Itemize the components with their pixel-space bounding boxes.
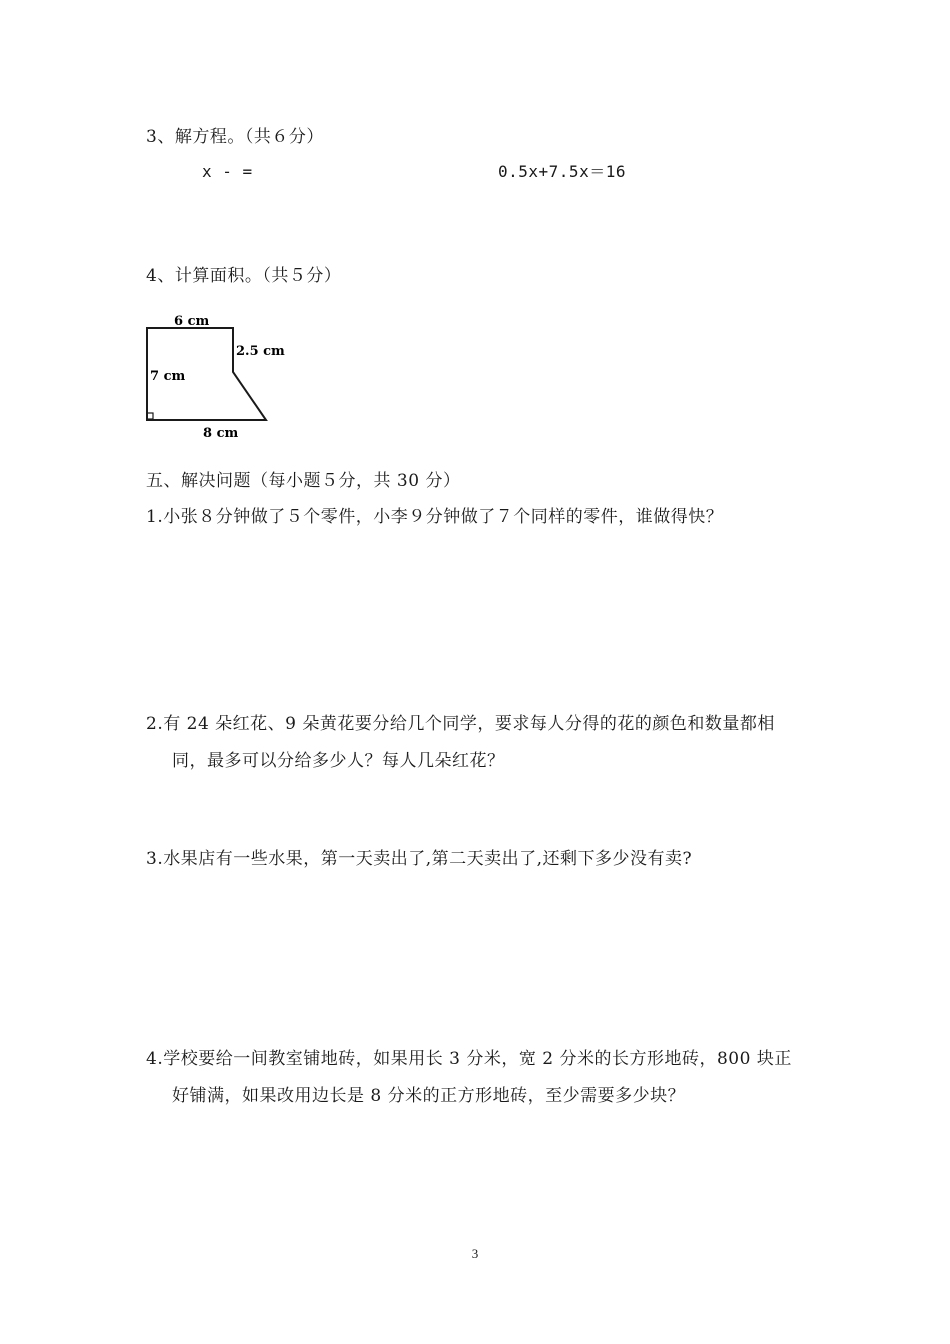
page-number: 3	[471, 1246, 479, 1261]
problem-2-line-1: 2.有 24 朵红花、9 朵黄花要分给几个同学，要求每人分得的花的颜色和数量都相	[146, 714, 775, 734]
problem-4-line-2: 好铺满，如果改用边长是 8 分米的正方形地砖，至少需要多少块？	[172, 1086, 686, 1106]
problem-4-line-1: 4.学校要给一间教室铺地砖，如果用长 3 分米，宽 2 分米的长方形地砖，800 块正	[146, 1049, 792, 1069]
label-right: 2.5 cm	[236, 344, 285, 359]
equation-1: x - =	[202, 162, 253, 181]
q4-heading: 4、计算面积。（共５分）	[146, 266, 342, 286]
q3-heading: 3、解方程。（共６分）	[146, 127, 324, 147]
problem-2-line-2: 同，最多可以分给多少人？每人几朵红花？	[172, 751, 505, 771]
equation-2: 0.5x+7.5x＝16	[498, 162, 626, 181]
label-left: 7 cm	[150, 369, 186, 384]
trapezoid-figure	[140, 310, 300, 445]
section5-heading: 五、解决问题（每小题５分，共 30 分）	[146, 471, 461, 491]
problem-3: 3.水果店有一些水果，第一天卖出了,第二天卖出了,还剩下多少没有卖?	[146, 849, 693, 869]
label-bottom: 8 cm	[203, 426, 239, 441]
label-top: 6 cm	[174, 314, 210, 329]
problem-1: 1.小张８分钟做了５个零件，小李９分钟做了７个同样的零件，谁做得快？	[146, 507, 724, 527]
